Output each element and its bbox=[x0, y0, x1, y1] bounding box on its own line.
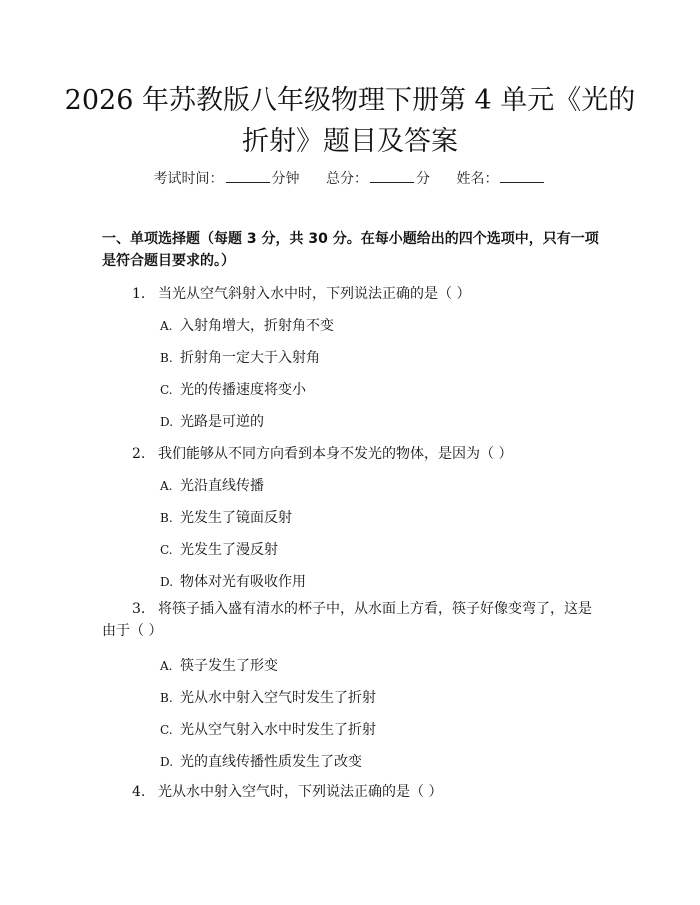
total-score-unit: 分 bbox=[416, 171, 430, 187]
option-letter: D. bbox=[160, 755, 174, 769]
student-name bbox=[456, 168, 546, 188]
option-letter: C. bbox=[160, 723, 173, 737]
option-text: 物体对光有吸收作用 bbox=[180, 574, 306, 590]
option-text: 光从水中射入空气时发生了折射 bbox=[180, 690, 376, 706]
option-text: 入射角增大，折射角不变 bbox=[180, 318, 334, 334]
option-text: 光发生了镜面反射 bbox=[180, 510, 292, 526]
option-letter: C. bbox=[160, 383, 173, 397]
option-letter: A. bbox=[160, 319, 173, 333]
option-text: 筷子发生了形变 bbox=[180, 658, 278, 674]
option-text: 光的传播速度将变小 bbox=[180, 382, 306, 398]
option-text: 光的直线传播性质发生了改变 bbox=[180, 754, 362, 770]
option-text: 光从空气射入水中时发生了折射 bbox=[180, 722, 376, 738]
question-1 bbox=[132, 283, 470, 303]
option-letter: B. bbox=[160, 511, 173, 525]
option-text: 光路是可逆的 bbox=[180, 414, 264, 430]
exam-time-unit: 分钟 bbox=[271, 171, 300, 187]
option-text: 光发生了漫反射 bbox=[180, 542, 278, 558]
option-3b bbox=[160, 687, 376, 707]
option-letter: D. bbox=[160, 575, 174, 589]
option-3c bbox=[160, 719, 376, 739]
option-2b bbox=[160, 507, 292, 527]
option-letter: B. bbox=[160, 691, 173, 705]
question-4 bbox=[132, 781, 442, 801]
option-text: 折射角一定大于入射角 bbox=[180, 350, 320, 366]
option-text: 光沿直线传播 bbox=[180, 478, 264, 494]
option-3d bbox=[160, 751, 362, 771]
total-score-label: 总分： bbox=[326, 171, 368, 187]
question-number: 4. bbox=[132, 784, 146, 800]
total-score bbox=[326, 168, 430, 188]
option-1a bbox=[160, 315, 334, 335]
exam-time-blank bbox=[226, 170, 270, 183]
question-number: 1. bbox=[132, 286, 146, 302]
page-title: 2026 年苏教版八年级物理下册第 4 单元《光的折射》题目及答案 bbox=[64, 85, 636, 157]
question-number: 2. bbox=[132, 446, 146, 462]
exam-meta bbox=[0, 168, 700, 188]
option-3a bbox=[160, 655, 278, 675]
question-text: 光从水中射入空气时，下列说法正确的是（ ） bbox=[158, 784, 443, 800]
option-2d bbox=[160, 571, 306, 591]
question-number: 3. bbox=[132, 601, 146, 617]
option-2c bbox=[160, 539, 278, 559]
option-letter: A. bbox=[160, 659, 173, 673]
option-1b bbox=[160, 347, 320, 367]
option-letter: C. bbox=[160, 543, 173, 557]
option-2a bbox=[160, 475, 264, 495]
exam-time bbox=[154, 168, 300, 188]
option-letter: B. bbox=[160, 351, 173, 365]
section-heading: 一、单项选择题（每题 3 分，共 30 分。在每小题给出的四个选项中，只有一项是符合题目要求的。） bbox=[102, 231, 599, 269]
option-letter: A. bbox=[160, 479, 173, 493]
question-text: 我们能够从不同方向看到本身不发光的物体，是因为（ ） bbox=[158, 446, 513, 462]
option-1d bbox=[160, 411, 264, 431]
student-name-label: 姓名： bbox=[456, 171, 499, 187]
student-name-blank bbox=[500, 170, 544, 183]
question-text: 当光从空气斜射入水中时，下列说法正确的是（ ） bbox=[158, 286, 471, 302]
option-1c bbox=[160, 379, 306, 399]
exam-time-label: 考试时间： bbox=[153, 171, 224, 187]
question-text: 将筷子插入盛有清水的杯子中，从水面上方看，筷子好像变弯了，这是由于（ ） bbox=[102, 601, 592, 639]
option-letter: D. bbox=[160, 415, 174, 429]
question-3 bbox=[102, 598, 602, 642]
question-2 bbox=[132, 443, 512, 463]
total-score-blank bbox=[370, 170, 414, 183]
